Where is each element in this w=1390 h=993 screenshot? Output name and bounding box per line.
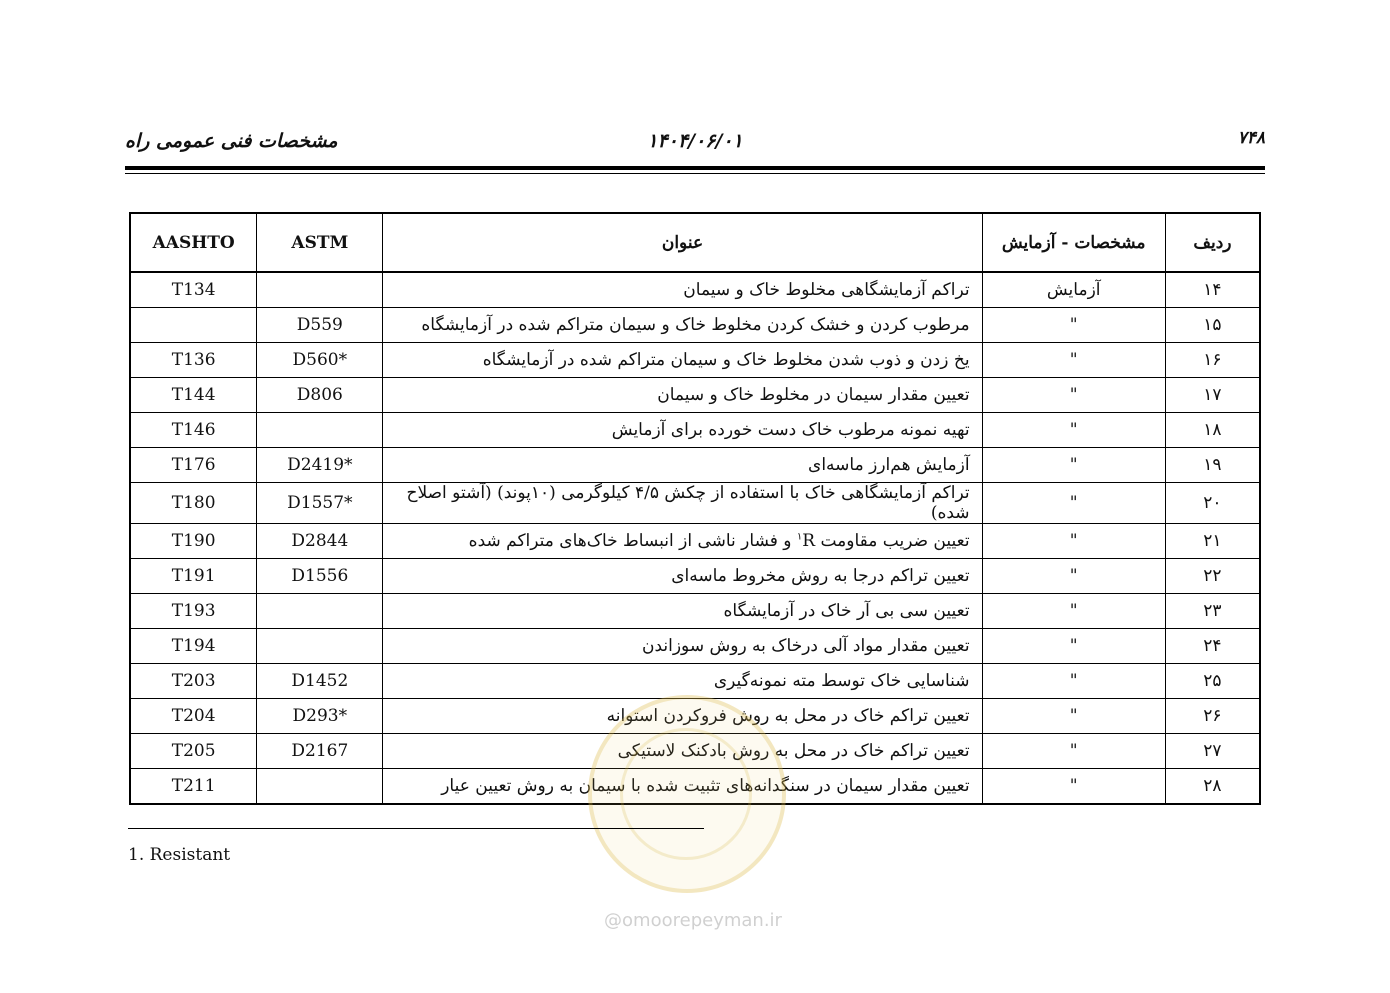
header-rule-thin <box>125 173 1265 174</box>
type-cell: " <box>982 559 1165 594</box>
type-cell: آزمایش <box>982 272 1165 308</box>
page-number: ۷۴۸ <box>1237 128 1265 148</box>
astm-cell <box>257 272 383 308</box>
table-row <box>130 524 1260 559</box>
row-number-cell: ۱۶ <box>1165 343 1260 378</box>
type-cell: " <box>982 413 1165 448</box>
row-number-cell: ۲۰ <box>1165 483 1260 524</box>
row-number-cell: ۱۵ <box>1165 308 1260 343</box>
type-cell: " <box>982 594 1165 629</box>
aashto-cell: T134 <box>130 272 257 308</box>
aashto-cell <box>130 308 257 343</box>
type-cell: " <box>982 343 1165 378</box>
astm-cell: D806 <box>257 378 383 413</box>
header-title: عنوان <box>383 213 982 272</box>
title-cell: تعیین تراکم خاک در محل به روش بادکنک لاستیکی <box>383 734 982 769</box>
type-cell: " <box>982 629 1165 664</box>
aashto-cell: T146 <box>130 413 257 448</box>
aashto-cell: T191 <box>130 559 257 594</box>
document-date: ۱۴۰۴/۰۶/۰۱ <box>647 130 743 152</box>
astm-cell: D2167 <box>257 734 383 769</box>
header-astm: ASTM <box>257 213 383 272</box>
type-cell: " <box>982 524 1165 559</box>
table-row <box>130 483 1260 524</box>
type-cell: " <box>982 769 1165 805</box>
title-cell: تعیین مقدار سیمان در سنگدانه‌های تثبیت شده با سیمان به روش تعیین عیار <box>383 769 982 805</box>
title-cell: یخ زدن و ذوب شدن مخلوط خاک و سیمان متراکم شده در آزمایشگاه <box>383 343 982 378</box>
title-text-part: و فشار ناشی از انبساط خاک‌های متراکم شده <box>468 531 797 551</box>
table-row <box>130 413 1260 448</box>
astm-cell: D293* <box>257 699 383 734</box>
title-cell: تراکم آزمایشگاهی خاک با استفاده از چکش ۴/۵ کیلوگرمی (۱۰پوند) (آشتو اصلاح شده) <box>383 483 982 524</box>
title-cell: مرطوب کردن و خشک کردن مخلوط خاک و سیمان متراکم شده در آزمایشگاه <box>383 308 982 343</box>
astm-cell <box>257 769 383 805</box>
footnote: 1. Resistant <box>128 845 231 865</box>
type-cell: " <box>982 664 1165 699</box>
row-number-cell: ۲۵ <box>1165 664 1260 699</box>
astm-cell: D1557* <box>257 483 383 524</box>
table-row <box>130 308 1260 343</box>
type-cell: " <box>982 378 1165 413</box>
row-number-cell: ۲۳ <box>1165 594 1260 629</box>
aashto-cell: T176 <box>130 448 257 483</box>
astm-cell <box>257 594 383 629</box>
astm-cell: D559 <box>257 308 383 343</box>
title-text-part: تعیین ضریب مقاومت <box>815 531 970 551</box>
table-row <box>130 664 1260 699</box>
aashto-cell: T211 <box>130 769 257 805</box>
type-cell: " <box>982 448 1165 483</box>
astm-cell <box>257 413 383 448</box>
aashto-cell: T204 <box>130 699 257 734</box>
header-type: مشخصات - آزمایش <box>982 213 1165 272</box>
title-cell: تعیین تراکم درجا به روش مخروط ماسه‌ای <box>383 559 982 594</box>
page-header <box>125 122 1265 162</box>
aashto-cell: T203 <box>130 664 257 699</box>
astm-cell <box>257 629 383 664</box>
document-title: مشخصات فنی عمومی راه <box>125 130 338 152</box>
title-cell: تعیین سی بی آر خاک در آزمایشگاه <box>383 594 982 629</box>
row-number-cell: ۲۱ <box>1165 524 1260 559</box>
footnote-ref: ۱ <box>796 531 803 543</box>
table-row <box>130 343 1260 378</box>
header-rule-thick <box>125 166 1265 170</box>
title-cell: تهیه نمونه مرطوب خاک دست خورده برای آزمایش <box>383 413 982 448</box>
title-cell: آزمایش هم‌ارز ماسه‌ای <box>383 448 982 483</box>
watermark-seal-inner-ring <box>620 728 752 860</box>
row-number-cell: ۲۴ <box>1165 629 1260 664</box>
aashto-cell: T190 <box>130 524 257 559</box>
aashto-cell: T193 <box>130 594 257 629</box>
row-number-cell: ۲۶ <box>1165 699 1260 734</box>
type-cell: " <box>982 308 1165 343</box>
row-number-cell: ۱۹ <box>1165 448 1260 483</box>
type-cell: " <box>982 734 1165 769</box>
type-cell: " <box>982 699 1165 734</box>
title-cell <box>383 524 982 559</box>
title-cell: تعیین تراکم خاک در محل به روش فروکردن استوانه <box>383 699 982 734</box>
title-cell: تراکم آزمایشگاهی مخلوط خاک و سیمان <box>383 272 982 308</box>
watermark-text: @omoorepeyman.ir <box>604 910 782 931</box>
table-row <box>130 594 1260 629</box>
aashto-cell: T205 <box>130 734 257 769</box>
row-number-cell: ۲۸ <box>1165 769 1260 805</box>
row-number-cell: ۲۲ <box>1165 559 1260 594</box>
header-row-number: ردیف <box>1165 213 1260 272</box>
table-row <box>130 272 1260 308</box>
row-number-cell: ۲۷ <box>1165 734 1260 769</box>
aashto-cell: T194 <box>130 629 257 664</box>
row-number-cell: ۱۴ <box>1165 272 1260 308</box>
astm-cell: D2844 <box>257 524 383 559</box>
aashto-cell: T144 <box>130 378 257 413</box>
table-row <box>130 448 1260 483</box>
astm-cell: D1556 <box>257 559 383 594</box>
type-cell: " <box>982 483 1165 524</box>
table-row <box>130 629 1260 664</box>
table-row <box>130 378 1260 413</box>
title-cell: تعیین مقدار مواد آلی درخاک به روش سوزاندن <box>383 629 982 664</box>
aashto-cell: T136 <box>130 343 257 378</box>
row-number-cell: ۱۷ <box>1165 378 1260 413</box>
table-row <box>130 559 1260 594</box>
aashto-cell: T180 <box>130 483 257 524</box>
title-cell: تعیین مقدار سیمان در مخلوط خاک و سیمان <box>383 378 982 413</box>
resistance-r-symbol: R <box>802 531 816 551</box>
astm-cell: D560* <box>257 343 383 378</box>
astm-cell: D1452 <box>257 664 383 699</box>
footnote-separator <box>128 828 704 829</box>
title-cell: شناسایی خاک توسط مته نمونه‌گیری <box>383 664 982 699</box>
astm-cell: D2419* <box>257 448 383 483</box>
table-header-row <box>130 213 1260 272</box>
row-number-cell: ۱۸ <box>1165 413 1260 448</box>
header-aashto: AASHTO <box>130 213 257 272</box>
